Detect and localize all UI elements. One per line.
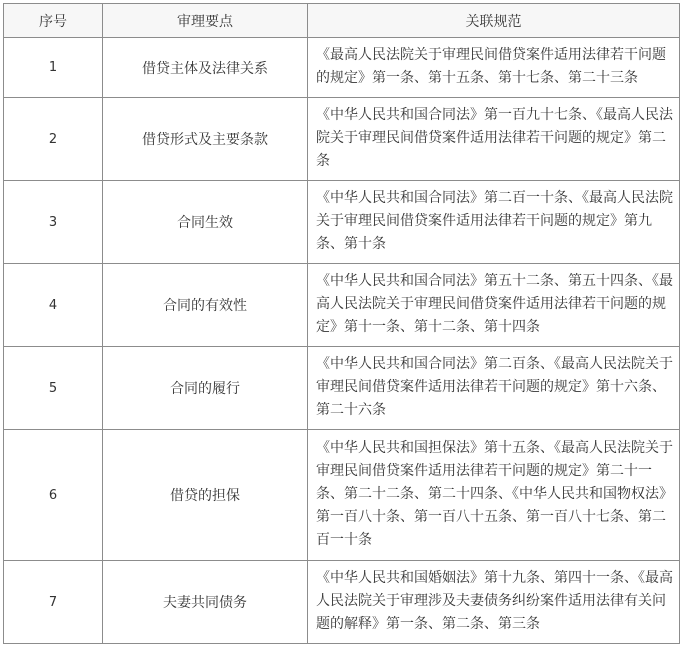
row-ref: 《中华人民共和国婚姻法》第十九条、第四十一条、《最高人民法院关于审理涉及夫妻债务纠纷案件适用法律有关问题的解释》第一条、第二条、第三条 (308, 561, 680, 644)
table-row (4, 98, 680, 181)
row-index: 6 (4, 430, 103, 561)
row-index: 2 (4, 98, 103, 181)
row-index: 4 (4, 264, 103, 347)
table-row (4, 347, 680, 430)
row-point: 夫妻共同债务 (103, 561, 308, 644)
table-row (4, 561, 680, 644)
row-ref: 《中华人民共和国合同法》第二百条、《最高人民法院关于审理民间借贷案件适用法律若干问题的规定》第十六条、第二十六条 (308, 347, 680, 430)
table-header-row (4, 4, 680, 38)
table-row (4, 430, 680, 561)
row-point: 合同的履行 (103, 347, 308, 430)
row-index: 3 (4, 181, 103, 264)
row-point: 借贷形式及主要条款 (103, 98, 308, 181)
row-point: 合同生效 (103, 181, 308, 264)
column-header-point: 审理要点 (103, 4, 308, 38)
row-index: 7 (4, 561, 103, 644)
row-ref: 《中华人民共和国合同法》第二百一十条、《最高人民法院关于审理民间借贷案件适用法律若干问题的规定》第九条、第十条 (308, 181, 680, 264)
table-row (4, 38, 680, 98)
row-ref: 《中华人民共和国合同法》第一百九十七条、《最高人民法院关于审理民间借贷案件适用法律若干问题的规定》第二条 (308, 98, 680, 181)
row-ref: 《最高人民法院关于审理民间借贷案件适用法律若干问题的规定》第一条、第十五条、第十七条、第二十三条 (308, 38, 680, 98)
regulation-table (3, 3, 680, 644)
table-row (4, 181, 680, 264)
row-ref: 《中华人民共和国担保法》第十五条、《最高人民法院关于审理民间借贷案件适用法律若干问题的规定》第二十一条、第二十二条、第二十四条、《中华人民共和国物权法》第一百八十条、第一百八十五条、第一百八十七条、第二百一十条 (308, 430, 680, 561)
row-point: 借贷的担保 (103, 430, 308, 561)
row-index: 5 (4, 347, 103, 430)
row-index: 1 (4, 38, 103, 98)
row-point: 借贷主体及法律关系 (103, 38, 308, 98)
row-point: 合同的有效性 (103, 264, 308, 347)
row-ref: 《中华人民共和国合同法》第五十二条、第五十四条、《最高人民法院关于审理民间借贷案件适用法律若干问题的规定》第十一条、第十二条、第十四条 (308, 264, 680, 347)
table-row (4, 264, 680, 347)
column-header-ref: 关联规范 (308, 4, 680, 38)
column-header-index: 序号 (4, 4, 103, 38)
